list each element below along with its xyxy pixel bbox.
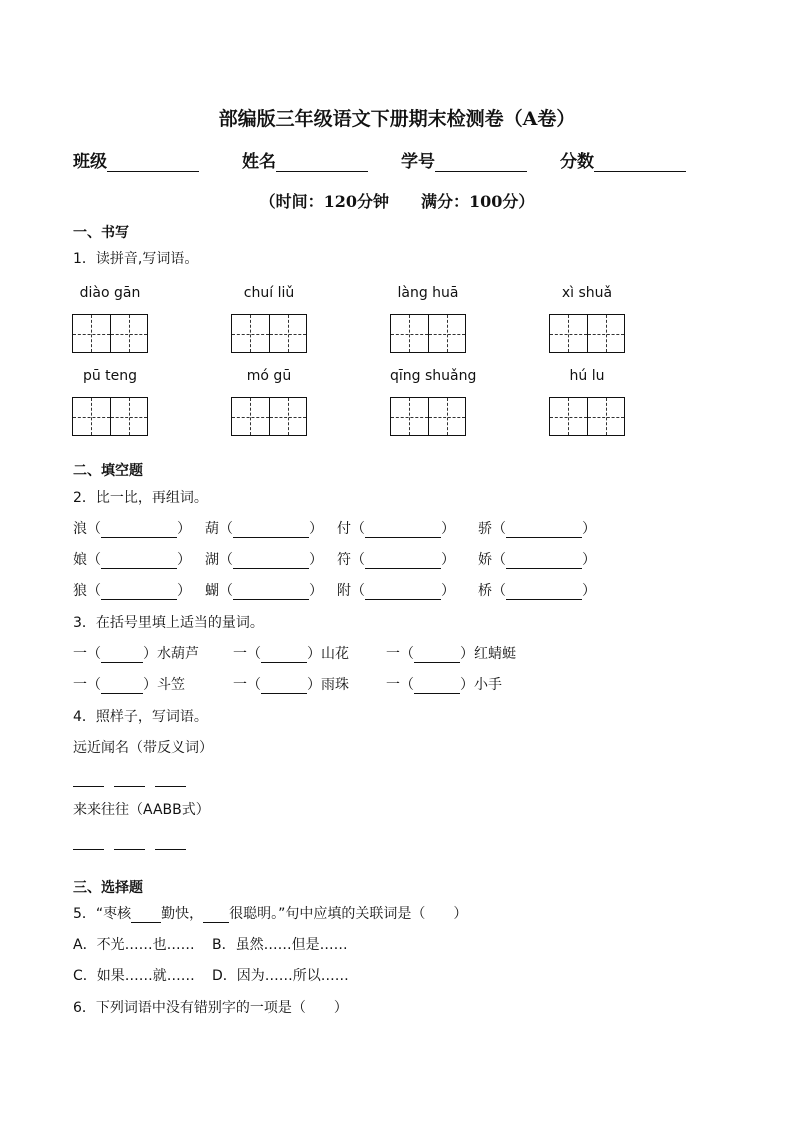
compare-item[interactable]: 付（ ）: [337, 521, 455, 537]
answer-lines[interactable]: [73, 775, 196, 791]
pinyin-label: chuí liǔ: [243, 285, 295, 301]
question-text: 1．读拼音,写词语。: [73, 251, 199, 267]
compare-item[interactable]: 骄（ ）: [478, 521, 596, 537]
writing-grid[interactable]: [549, 397, 625, 436]
writing-grid[interactable]: [72, 314, 148, 353]
pinyin-label: pū teng: [82, 368, 138, 384]
compare-item[interactable]: 葫（ ）: [205, 521, 323, 537]
pinyin-label: diào gān: [79, 285, 141, 301]
measure-item[interactable]: 一（ ）红蜻蜓: [386, 646, 516, 662]
score-blank[interactable]: [594, 154, 686, 172]
example-word: 远近闻名（带反义词）: [73, 740, 213, 756]
option-b[interactable]: B．虽然……但是……: [212, 937, 348, 953]
score-label: 分数: [560, 152, 594, 172]
pinyin-label: làng huā: [397, 285, 459, 301]
option-d[interactable]: D．因为……所以……: [212, 968, 349, 984]
name-field[interactable]: [242, 147, 368, 172]
measure-item[interactable]: 一（ ）水葫芦: [73, 646, 199, 662]
compare-item[interactable]: 狼（ ）: [73, 583, 191, 599]
writing-grid[interactable]: [231, 314, 307, 353]
score-field[interactable]: [560, 147, 686, 172]
class-blank[interactable]: [107, 154, 199, 172]
name-blank[interactable]: [276, 154, 368, 172]
page-title: 部编版三年级语文下册期末检测卷（A卷）: [218, 108, 576, 130]
compare-item[interactable]: 符（ ）: [337, 552, 455, 568]
pinyin-label: hú lu: [569, 368, 605, 384]
measure-item[interactable]: 一（ ）小手: [386, 677, 502, 693]
section-heading: 二、填空题: [73, 463, 143, 479]
section-heading: 一、书写: [73, 225, 129, 241]
question-text: 3．在括号里填上适当的量词。: [73, 615, 264, 631]
writing-grid[interactable]: [231, 397, 307, 436]
pinyin-label: mó gū: [246, 368, 292, 384]
question-text: 4．照样子，写词语。: [73, 709, 208, 725]
class-field[interactable]: [73, 147, 199, 172]
student-id-label: 学号: [401, 152, 435, 172]
question-text: 5．“枣核 勤快， 很聪明。”句中应填的关联词是（ ）: [73, 906, 468, 922]
measure-item[interactable]: 一（ ）雨珠: [233, 677, 349, 693]
answer-lines[interactable]: [73, 838, 196, 854]
measure-item[interactable]: 一（ ）山花: [233, 646, 349, 662]
compare-item[interactable]: 娇（ ）: [478, 552, 596, 568]
pinyin-label: xì shuǎ: [561, 285, 613, 301]
option-a[interactable]: A．不光……也……: [73, 937, 195, 953]
compare-item[interactable]: 湖（ ）: [205, 552, 323, 568]
section-heading: 三、选择题: [73, 880, 143, 896]
pinyin-label: qīng shuǎng: [390, 368, 477, 384]
writing-grid[interactable]: [549, 314, 625, 353]
student-id-field[interactable]: [401, 147, 527, 172]
writing-grid[interactable]: [72, 397, 148, 436]
time-info: （时间：120分钟 满分：100分）: [259, 192, 535, 211]
compare-item[interactable]: 浪（ ）: [73, 521, 191, 537]
compare-item[interactable]: 娘（ ）: [73, 552, 191, 568]
compare-item[interactable]: 桥（ ）: [478, 583, 596, 599]
compare-item[interactable]: 附（ ）: [337, 583, 455, 599]
student-id-blank[interactable]: [435, 154, 527, 172]
compare-item[interactable]: 蝴（ ）: [205, 583, 323, 599]
option-c[interactable]: C．如果……就……: [73, 968, 195, 984]
writing-grid[interactable]: [390, 314, 466, 353]
name-label: 姓名: [242, 152, 276, 172]
question-text: 6．下列词语中没有错别字的一项是（ ）: [73, 1000, 348, 1016]
class-label: 班级: [73, 152, 107, 172]
measure-item[interactable]: 一（ ）斗笠: [73, 677, 185, 693]
example-word: 来来往往（AABB式）: [73, 802, 210, 818]
writing-grid[interactable]: [390, 397, 466, 436]
question-text: 2．比一比，再组词。: [73, 490, 208, 506]
